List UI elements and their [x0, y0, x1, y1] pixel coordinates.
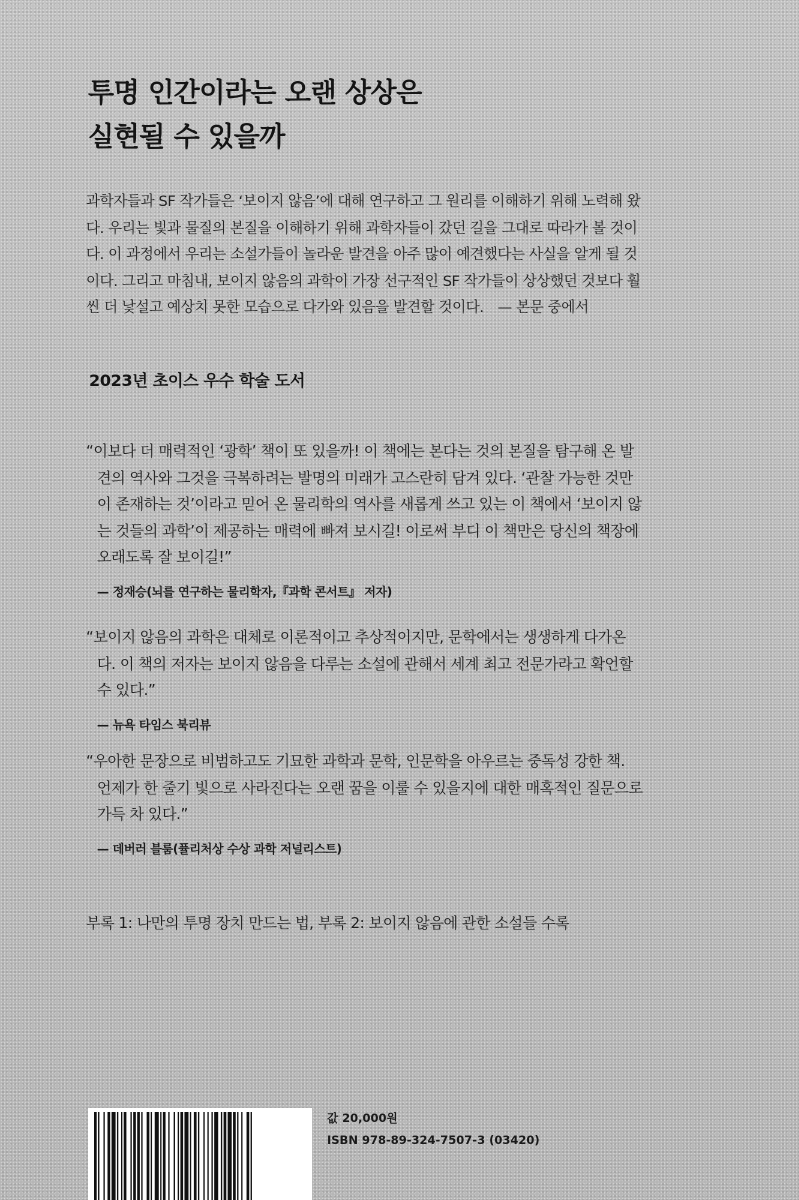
- quote-3-line-2: 언제가 한 줄기 빛으로 사라진다는 오랜 꿈을 이룰 수 있을지에 대한 매혹적인 질문으로: [97, 778, 643, 797]
- headline-line-1: 투명 인간이라는 오랜 상상은: [88, 78, 422, 109]
- quote-2-line-1: “보이지 않음의 과학은 대체로 이론적이고 추상적이지만, 문학에서는 생생하게 다가온: [86, 628, 626, 646]
- barcode-graphic: [88, 1108, 312, 1200]
- barcode-bar: [194, 1112, 197, 1200]
- quote-1-line-2: 견의 역사와 그것을 극복하려는 발명의 미래가 고스란히 담겨 있다. ‘관찰 가능한 것만: [97, 468, 633, 487]
- barcode-bar: [108, 1112, 111, 1200]
- barcode-bar: [214, 1112, 218, 1200]
- quote-1-line-3: 이 존재하는 것’이라고 믿어 온 물리학의 역사를 새롭게 쓰고 있는 이 책에서 ‘보이지 않: [97, 495, 642, 513]
- barcode-bar: [237, 1112, 238, 1200]
- barcode-bar: [184, 1112, 188, 1200]
- barcode-bar: [141, 1112, 142, 1200]
- excerpt-source: — 본문 중에서: [497, 300, 589, 316]
- barcode-bar: [112, 1112, 116, 1200]
- review-quote-2: [86, 624, 756, 738]
- excerpt-line-5: [86, 295, 746, 322]
- barcode-bar: [203, 1112, 204, 1200]
- excerpt-line-4: 이다. 그리고 마침내, 보이지 않음의 과학이 가장 선구적인 SF 작가들이 상상했던 것보다 훨: [86, 273, 641, 290]
- quote-3-attribution: — 데버러 블룸(퓰리처상 수상 과학 저널리스트): [97, 841, 342, 856]
- award-heading: 2023년 초이스 우수 학술 도서: [89, 371, 305, 390]
- quote-1-line-4: 는 것들의 과학’이 제공하는 매력에 빠져 보시길! 이로써 부디 이 책만은 당신의 책장에: [97, 521, 639, 540]
- barcode-bar: [241, 1112, 242, 1200]
- barcode-bar: [190, 1112, 191, 1200]
- review-quote-3: [86, 748, 756, 862]
- barcode-bar: [94, 1112, 97, 1200]
- barcode-bar: [180, 1112, 183, 1200]
- barcode-bar: [198, 1112, 199, 1200]
- barcode-bar: [178, 1112, 179, 1200]
- barcode-bar: [163, 1112, 166, 1200]
- quote-2-attribution: — 뉴욕 타임스 북리뷰: [97, 717, 211, 732]
- barcode-bar: [124, 1112, 127, 1200]
- barcode-bar: [168, 1112, 169, 1200]
- barcode-bar: [155, 1112, 159, 1200]
- isbn-barcode: [88, 1108, 312, 1200]
- barcode-bar: [121, 1112, 122, 1200]
- barcode-bar: [98, 1112, 99, 1200]
- excerpt-line-1: 과학자들과 SF 작가들은 ‘보이지 않음’에 대해 연구하고 그 원리를 이해하기 위해 노력해 왔: [86, 194, 641, 210]
- excerpt-line-2: 다. 우리는 빛과 물질의 본질을 이해하기 위해 과학자들이 갔던 길을 그대로 따라가 볼 것이: [86, 220, 638, 237]
- barcode-bar: [151, 1112, 152, 1200]
- quote-1-attribution: — 정재승(뇌를 연구하는 물리학자,『과학 콘서트』 저자): [97, 584, 392, 599]
- quote-2-line-2: 다. 이 책의 저자는 보이지 않음을 다루는 소설에 관해서 세계 최고 전문가라고 확언할: [97, 654, 633, 673]
- barcode-bar: [130, 1112, 131, 1200]
- barcode-bar: [247, 1112, 250, 1200]
- barcode-bar: [103, 1112, 104, 1200]
- barcode-bar: [228, 1112, 232, 1200]
- barcode-bar: [174, 1112, 175, 1200]
- barcode-bar: [147, 1112, 150, 1200]
- excerpt-paragraph: [86, 189, 746, 322]
- barcode-bar: [133, 1112, 136, 1200]
- excerpt-line-3: 다. 이 과정에서 우리는 소설가들이 놀라운 발견을 아주 많이 예견했다는 사실을 알게 될 것: [86, 247, 638, 263]
- barcode-bar: [224, 1112, 227, 1200]
- headline: [88, 72, 708, 160]
- isbn-label: ISBN 978-89-324-7507-3 (03420): [327, 1133, 540, 1147]
- barcode-bar: [160, 1112, 161, 1200]
- barcode-bar: [251, 1112, 252, 1200]
- barcode-bar: [117, 1112, 118, 1200]
- excerpt-line-5-text: 씬 더 낯설고 예상치 못한 모습으로 다가와 있음을 발견할 것이다.: [86, 300, 484, 316]
- barcode-bar: [221, 1112, 222, 1200]
- barcode-bar: [137, 1112, 140, 1200]
- appendix-note: 부록 1: 나만의 투명 장치 만드는 법, 부록 2: 보이지 않음에 관한 소설들 수록: [86, 914, 570, 932]
- barcode-bar: [207, 1112, 208, 1200]
- quote-1-line-5: 오래도록 잘 보이길!”: [97, 548, 232, 566]
- price-label: 값 20,000원: [327, 1111, 398, 1125]
- price-isbn-block: [327, 1107, 540, 1151]
- quote-1-line-1: “이보다 더 매력적인 ‘광학’ 책이 또 있을까! 이 책에는 본다는 것의 본질을 탐구해 온 발: [86, 442, 634, 460]
- quote-2-line-3: 수 있다.”: [97, 681, 156, 699]
- review-quote-1: [86, 438, 756, 605]
- barcode-bar: [211, 1112, 212, 1200]
- headline-line-2: 실현될 수 있을까: [88, 122, 285, 153]
- barcode-bar: [233, 1112, 236, 1200]
- quote-3-line-3: 가득 차 있다.”: [97, 805, 188, 823]
- quote-3-line-1: “우아한 문장으로 비범하고도 기묘한 과학과 문학, 인문학을 아우르는 중독성 강한 책.: [86, 752, 625, 770]
